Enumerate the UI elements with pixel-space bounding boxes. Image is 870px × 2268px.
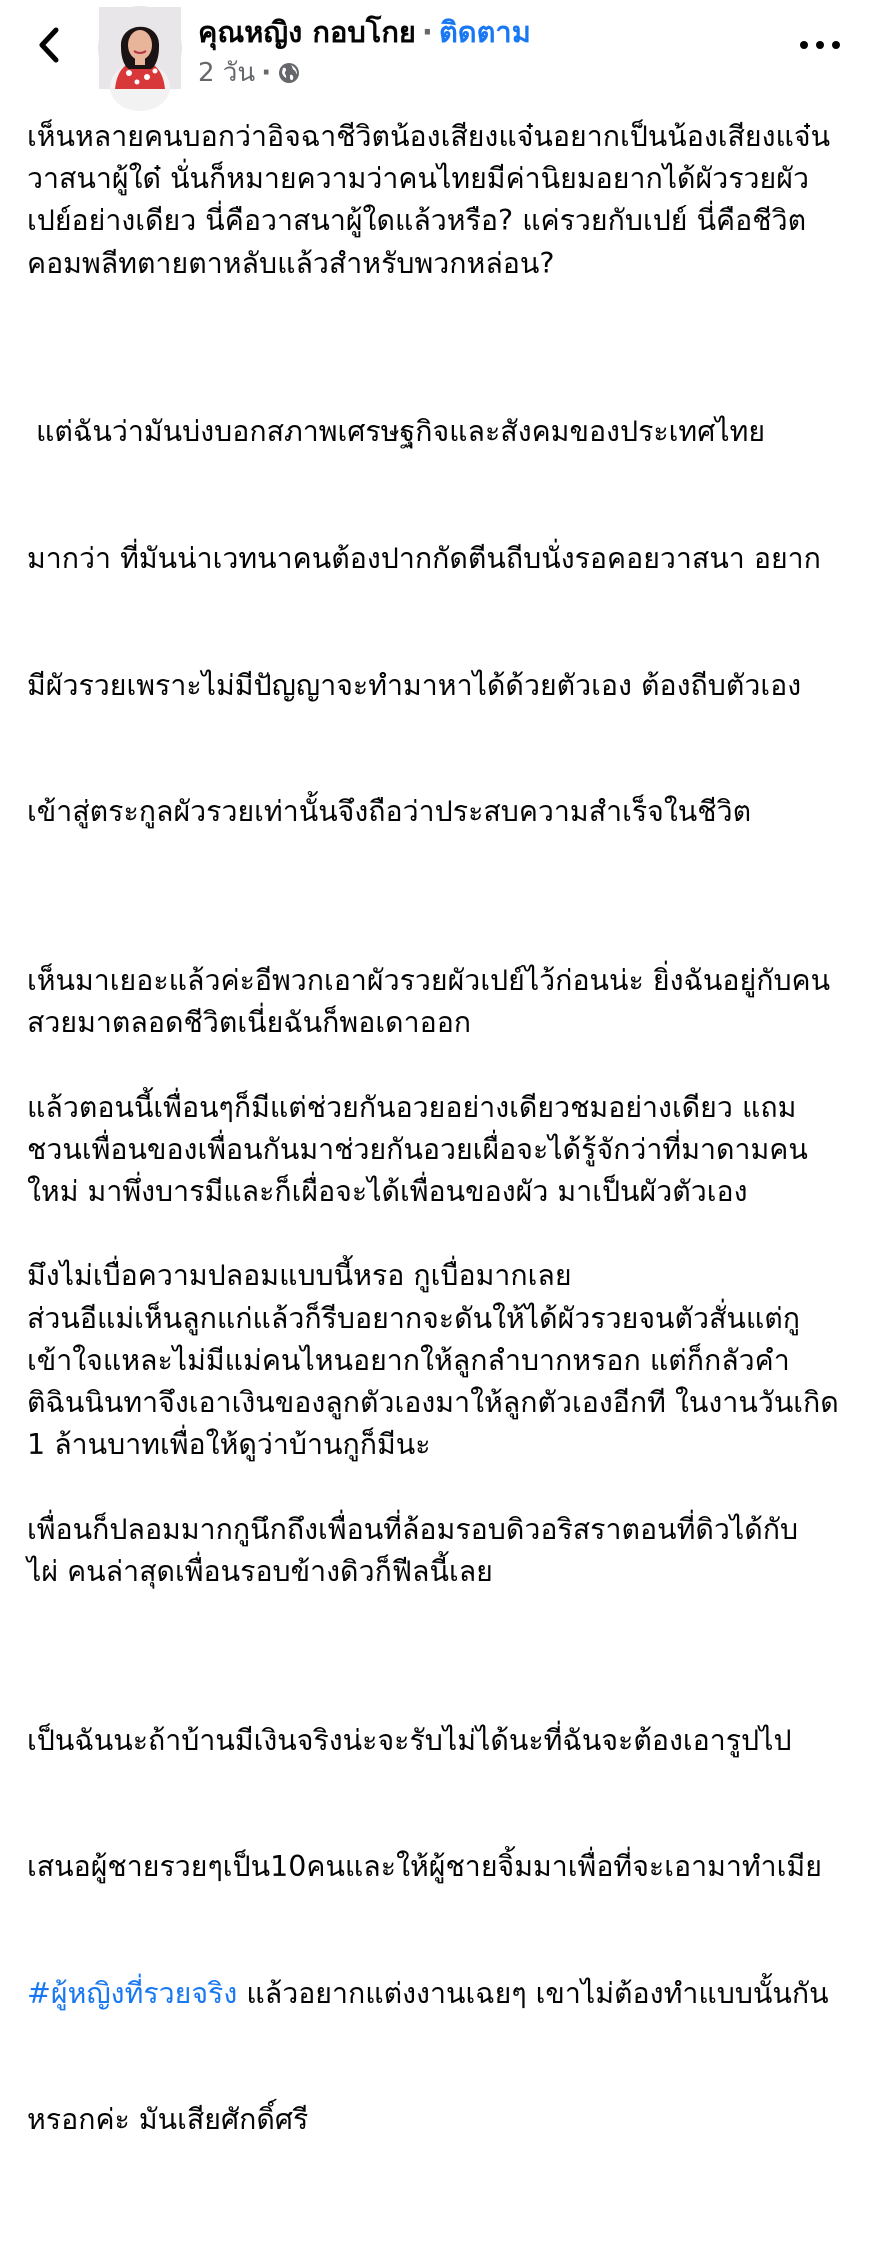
more-dot [816, 41, 824, 49]
arrow-left-icon [34, 25, 64, 65]
name-separator: · [421, 15, 433, 49]
post-line: เข้าใจแหละไม่มีแม่คนไหนอยากให้ลูกลำบากหรอก แต่ก็กลัวคำ [27, 1343, 790, 1377]
post-line: เห็นมาเยอะแล้วค่ะอีพวกเอาผัวรวยผัวเปย์ไว้ก่อนน่ะ ยิ่งฉันอยู่กับคน [27, 964, 831, 998]
profile-photo [99, 7, 181, 89]
back-button[interactable] [26, 20, 72, 70]
hashtag-link[interactable]: #ผู้หญิงที่รวยจริง [27, 1976, 238, 2010]
post-line: ใหม่ มาพึ่งบารมีและก็เผื่อจะได้เพื่อนของผัว มาเป็นผัวตัวเอง [27, 1175, 748, 1209]
post-paragraph [27, 327, 857, 918]
globe-icon[interactable] [277, 61, 301, 85]
more-dot [832, 41, 840, 49]
post-meta [198, 56, 301, 90]
post-line: วาสนาผู้ใด๋ นั่นก็หมายความว่าคนไทยมีค่านิยมอยากได้ผัวรวยผัว [27, 162, 809, 196]
post-line: สวยมาตลอดชีวิตเนี่ยฉันก็พอเดาออก [27, 1006, 472, 1040]
post-line: ส่วนอีแม่เห็นลูกแก่แล้วก็รีบอยากจะดันให้ได้ผัวรวยจนตัวสั่นแต่กู [27, 1301, 801, 1335]
post-line: เข้าสู่ตระกูลผัวรวยเท่านั้นจึงถือว่าประสบความสำเร็จในชีวิต [27, 795, 752, 829]
post-line: ชวนเพื่อนของเพื่อนกันมาช่วยกันอวยเผื่อจะได้รู้จักว่าที่มาดามคน [27, 1132, 808, 1166]
post-line: เป็นฉันนะถ้าบ้านมีเงินจริงน่ะจะรับไม่ได้นะที่ฉันจะต้องเอารูปไป [27, 1723, 792, 1757]
author-name[interactable]: คุณหญิง กอบโกย [198, 15, 416, 49]
post-line: ติฉินนินทาจึงเอาเงินของลูกตัวเองมาให้ลูกตัวเองอีกที ในงานวันเกิด [27, 1386, 839, 1420]
post-paragraph [27, 1635, 857, 2226]
post-line: มีผัวรวยเพราะไม่มีปัญญาจะทำมาหาได้ด้วยตัวเอง ต้องถีบตัวเอง [27, 668, 802, 702]
post-line [27, 1973, 857, 2015]
post-line: 1 ล้านบาทเพื่อให้ดูว่าบ้านกูก็มีนะ [27, 1428, 431, 1462]
post-line: เสนอผู้ชายรวยๆเป็น10คนและให้ผู้ชายจิ้มมาเพื่อที่จะเอามาทำเมีย [27, 1850, 822, 1884]
post-paragraph [27, 1087, 857, 1214]
more-dot [800, 41, 808, 49]
post-line: แล้วตอนนี้เพื่อนๆก็มีแต่ช่วยกันอวยอย่างเดียวชมอย่างเดียว แถม [27, 1090, 797, 1124]
post-line: มากว่า ที่มันน่าเวทนาคนต้องปากกัดตีนถีบนั่งรอคอยวาสนา อยาก [27, 542, 821, 576]
meta-separator: · [261, 58, 272, 88]
author-row [198, 12, 531, 52]
post-timestamp[interactable]: 2 วัน [198, 58, 256, 88]
avatar[interactable] [98, 6, 182, 90]
post-line: เพื่อนก็ปลอมมากกูนึกถึงเพื่อนที่ล้อมรอบดิวอริสราตอนที่ดิวได้กับ [27, 1512, 799, 1546]
follow-button[interactable]: ติดตาม [438, 15, 531, 49]
post-line: คอมพลีทตายตาหลับแล้วสำหรับพวกหล่อน? [27, 246, 555, 280]
post-line-rest: แล้วอยากแต่งงานเฉยๆ เขาไม่ต้องทำแบบนั้นกัน [237, 1976, 829, 2010]
post-line: แต่ฉันว่ามันบ่งบอกสภาพเศรษฐกิจและสังคมของประเทศไทย [27, 415, 766, 449]
post-line: ไผ่ คนล่าสุดเพื่อนรอบข้างดิวก็ฟีลนี้เลย [27, 1554, 493, 1588]
more-options-button[interactable] [800, 30, 840, 60]
post-line: มึงไม่เบื่อความปลอมแบบนี้หรอ กูเบื่อมากเลย [27, 1259, 572, 1293]
post-text [27, 116, 857, 2268]
post-line: เห็นหลายคนบอกว่าอิจฉาชีวิตน้องเสียงแจ๋นอยากเป็นน้องเสียงแจ๋น [27, 120, 831, 153]
post-line: หรอกค่ะ มันเสียศักดิ์ศรี [27, 2103, 309, 2137]
post-header [0, 0, 870, 108]
post-paragraph [27, 1255, 857, 1466]
post-paragraph [27, 116, 857, 285]
post-line: เปย์อย่างเดียว นี่คือวาสนาผู้ใดแล้วหรือ? แค่รวยกับเปย์ นี่คือชีวิต [27, 204, 807, 238]
post-paragraph [27, 960, 857, 1044]
post-paragraph [27, 1509, 857, 1593]
